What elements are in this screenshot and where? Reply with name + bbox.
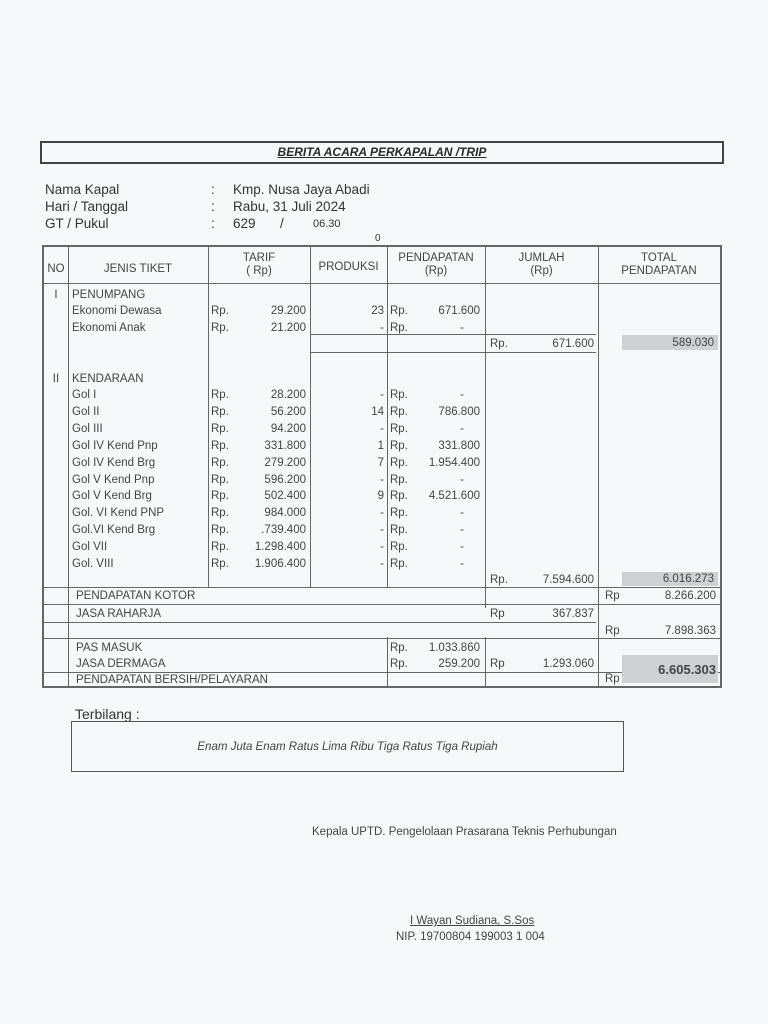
label-gt-pukul: GT / Pukul [45,216,109,231]
pendapatan-jasa-dermaga: 259.200 [438,658,480,670]
rp-label: Rp. [390,474,408,486]
rp-label: Rp [490,608,505,620]
rp-label: Rp. [390,457,408,469]
rp-label: Rp. [390,541,408,553]
produksi-value: 23 [371,305,384,317]
label-pendapatan-kotor: PENDAPATAN KOTOR [76,590,196,602]
rp-label: Rp. [390,658,408,670]
tarif-value: 1.298.400 [254,541,306,553]
rp-label: Rp [605,625,620,637]
jumlah-penumpang: 671.600 [552,338,594,350]
rp-label: Rp. [211,457,229,469]
produksi-value: - [380,474,384,486]
rp-label: Rp. [211,507,229,519]
rp-label: Rp [490,658,505,670]
value-gt: 629 [233,216,256,231]
pendapatan-value: 331.800 [438,440,480,452]
ticket-name: Ekonomi Dewasa [72,305,162,317]
rp-label: Rp. [490,574,508,586]
tarif-value: 21.200 [270,322,306,334]
tarif-value: 28.200 [270,389,306,401]
pendapatan-pas-masuk: 1.033.860 [428,642,480,654]
note-zero: 0 [375,233,381,244]
rp-label: Rp. [211,305,229,317]
produksi-value: 1 [377,440,384,452]
tarif-value: 279.200 [264,457,306,469]
produksi-value: - [380,524,384,536]
rp-label: Rp. [211,541,229,553]
label-hari-tanggal: Hari / Tanggal [45,199,129,214]
rp-label: Rp. [390,524,408,536]
rp-label: Rp. [390,490,408,502]
signature-nip: NIP. 19700804 199003 1 004 [396,931,545,943]
section-no-penumpang: I [54,289,58,301]
header-pendapatan: PENDAPATAN (Rp) [398,252,474,277]
tarif-value: 94.200 [270,423,306,435]
value-separator: / [280,216,284,231]
ticket-name: Gol I [72,389,97,401]
produksi-value: 14 [371,406,384,418]
pendapatan-value: - [460,541,464,553]
label-jasa-dermaga: JASA DERMAGA [76,658,166,670]
rp-label: Rp. [211,490,229,502]
jumlah-kendaraan: 7.594.600 [542,574,594,586]
rp-label: Rp. [390,507,408,519]
ticket-name: Gol.VI Kend Brg [72,524,156,536]
signature-position: Kepala UPTD. Pengelolaan Prasarana Teknis Perhubungan [312,826,617,838]
section-no-kendaraan: II [52,373,60,385]
pendapatan-value: - [460,474,464,486]
tarif-value: 502.400 [264,490,306,502]
ticket-name: Gol IV Kend Brg [72,457,156,469]
tarif-value: 984.000 [264,507,306,519]
terbilang-label: Terbilang : [75,706,140,722]
pendapatan-value: 4.521.600 [428,490,480,502]
produksi-value: - [380,423,384,435]
label-pas-masuk: PAS MASUK [76,642,143,654]
tarif-value: 1.906.400 [254,558,306,570]
rp-label: Rp. [211,558,229,570]
tarif-value: 596.200 [264,474,306,486]
ticket-name: Gol III [72,423,103,435]
header-produksi: PRODUKSI [318,261,379,273]
trip-report-table [42,245,722,688]
rp-label: Rp. [211,389,229,401]
rp-label: Rp [605,673,620,685]
value-nama-kapal: Kmp. Nusa Jaya Abadi [233,182,370,197]
colon: : [211,182,215,197]
ticket-name: Gol II [72,406,100,418]
subtotal-value: 7.898.363 [664,625,716,637]
rp-label: Rp. [390,406,408,418]
produksi-value: 7 [377,457,384,469]
colon: : [211,216,215,231]
rp-label: Rp. [211,474,229,486]
jumlah-jasa-dermaga: 1.293.060 [542,658,594,670]
ticket-name: Ekonomi Anak [72,322,146,334]
value-hari-tanggal: Rabu, 31 Juli 2024 [233,199,346,214]
total-pendapatan-kotor: 8.266.200 [664,590,716,602]
rp-label: Rp. [390,423,408,435]
total-kendaraan: 6.016.273 [662,573,714,585]
rp-label: Rp. [390,305,408,317]
produksi-value: - [380,322,384,334]
rp-label: Rp. [211,440,229,452]
pendapatan-value: - [460,507,464,519]
header-no: NO [47,263,65,275]
label-pendapatan-bersih: PENDAPATAN BERSIH/PELAYARAN [76,674,268,686]
ticket-name: Gol VII [72,541,108,553]
produksi-value: 9 [377,490,384,502]
pendapatan-value: 1.954.400 [428,457,480,469]
section-label-penumpang: PENUMPANG [72,289,146,301]
rp-label: Rp. [211,524,229,536]
produksi-value: - [380,389,384,401]
jumlah-jasa-raharja: 367.837 [552,608,594,620]
produksi-value: - [380,558,384,570]
rp-label: Rp [605,590,620,602]
pendapatan-value: 671.600 [438,305,480,317]
produksi-value: - [380,507,384,519]
terbilang-box [71,721,624,772]
rp-label: Rp. [390,642,408,654]
value-pukul: 06.30 [313,218,341,230]
rp-label: Rp. [390,440,408,452]
pendapatan-value: - [460,558,464,570]
tarif-value: 56.200 [270,406,306,418]
rp-label: Rp. [211,423,229,435]
total-penumpang: 589.030 [672,337,714,349]
rp-label: Rp. [390,322,408,334]
rp-label: Rp. [211,406,229,418]
ticket-name: Gol. VI Kend PNP [72,507,165,519]
signature-name: I Wayan Sudiana, S.Sos [410,915,535,927]
pendapatan-value: - [460,524,464,536]
rp-label: Rp. [390,558,408,570]
ticket-name: Gol. VIII [72,558,114,570]
produksi-value: - [380,541,384,553]
header-total-pendapatan: TOTAL PENDAPATAN [621,252,697,277]
tarif-value: 29.200 [270,305,306,317]
label-jasa-raharja: JASA RAHARJA [76,608,161,620]
tarif-value: 331.800 [264,440,306,452]
terbilang-text: Enam Juta Enam Ratus Lima Ribu Tiga Ratus Tiga Rupiah [197,740,498,753]
pendapatan-value: - [460,389,464,401]
pendapatan-value: - [460,423,464,435]
header-jumlah: JUMLAH (Rp) [518,252,565,277]
label-nama-kapal: Nama Kapal [45,182,120,197]
colon: : [211,199,215,214]
tarif-value: .739.400 [261,524,306,536]
rp-label: Rp. [390,389,408,401]
rp-label: Rp. [490,338,508,350]
document-title: BERITA ACARA PERKAPALAN /TRIP [40,141,724,164]
ticket-name: Gol IV Kend Pnp [72,440,158,452]
ticket-name: Gol V Kend Brg [72,490,152,502]
rp-label: Rp. [211,322,229,334]
header-tarif: TARIF ( Rp) [242,252,276,277]
section-label-kendaraan: KENDARAAN [72,373,144,385]
ticket-name: Gol V Kend Pnp [72,474,155,486]
header-jenis-tiket: JENIS TIKET [103,263,173,275]
total-pendapatan-bersih: 6.605.303 [658,662,716,677]
pendapatan-value: - [460,322,464,334]
pendapatan-value: 786.800 [438,406,480,418]
